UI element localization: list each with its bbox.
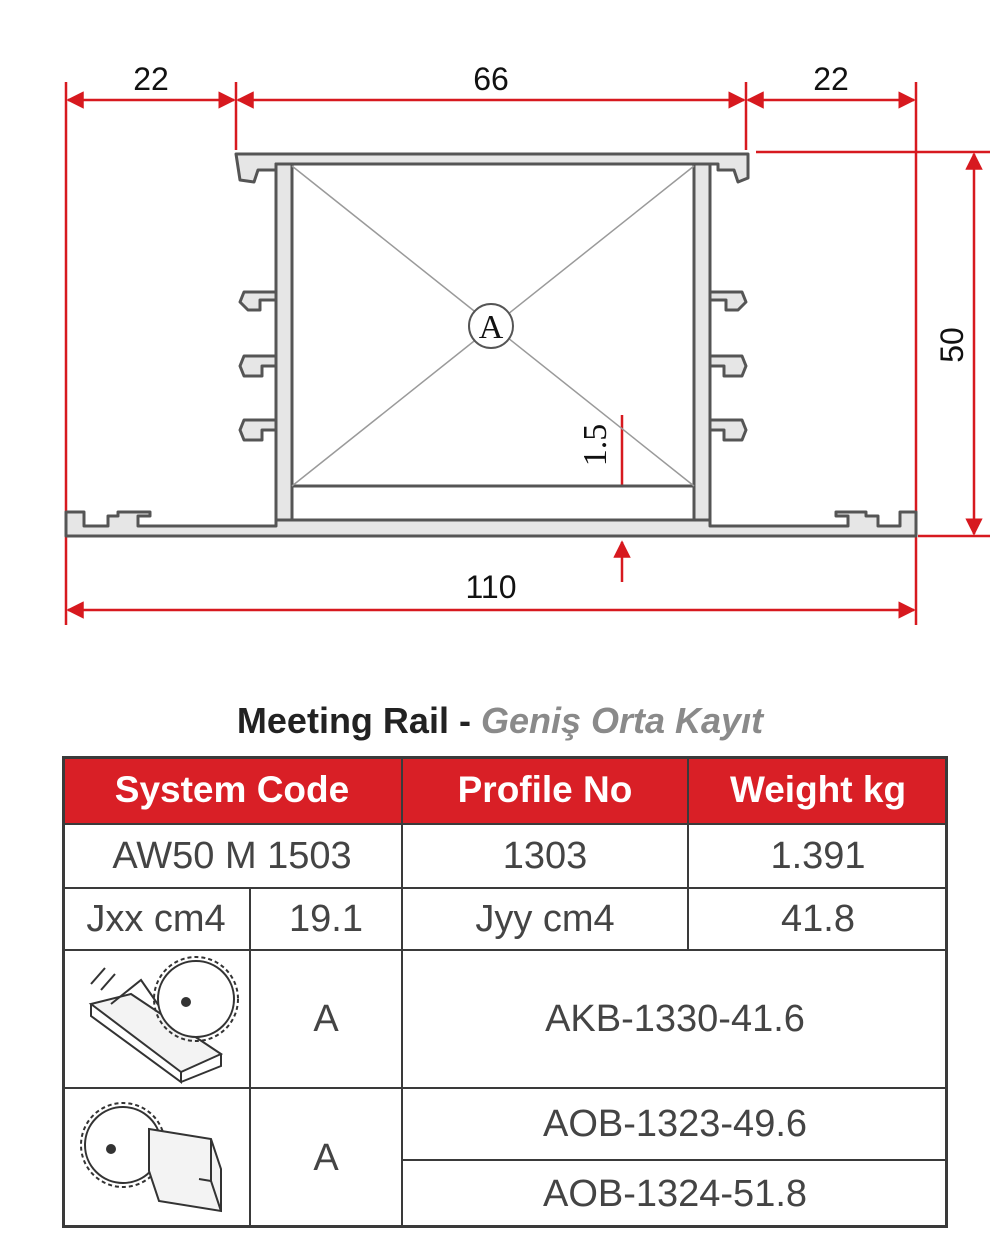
row-divider-4 — [62, 1087, 948, 1089]
weight-value: 1.391 — [770, 834, 866, 877]
system-code-value: AW50 M 1503 — [112, 834, 352, 877]
dim-total-width: 110 — [465, 569, 517, 605]
row-divider-5 — [402, 1159, 948, 1161]
table-border-bottom — [62, 1225, 948, 1228]
center-point-label: A — [478, 309, 504, 346]
cut-a-label-2: A — [313, 1136, 339, 1179]
header-weight: Weight kg — [688, 756, 948, 824]
miter-saw-icon — [62, 950, 250, 1088]
jyy-value: 41.8 — [781, 897, 855, 940]
jyy-label: Jyy cm4 — [475, 897, 615, 940]
row-divider-1 — [62, 823, 948, 825]
akb-code: AKB-1330-41.6 — [545, 997, 805, 1040]
dim-right-flange: 22 — [813, 61, 849, 97]
row-divider-3 — [62, 949, 948, 951]
header-system-code: System Code — [62, 756, 402, 824]
dim-height: 50 — [934, 327, 970, 363]
col-divider-2 — [687, 756, 689, 950]
aob-code-2: AOB-1324-51.8 — [542, 1172, 808, 1215]
aob-code-1: AOB-1323-49.6 — [542, 1102, 808, 1145]
table-border-top — [62, 756, 948, 759]
profile-no-value: 1303 — [502, 834, 588, 877]
product-title — [0, 700, 1000, 742]
cut-a-label-1: A — [313, 997, 339, 1040]
col-divider-3 — [249, 888, 251, 1228]
dim-center: 66 — [473, 61, 509, 97]
col-divider-1 — [401, 756, 403, 1228]
spec-table — [62, 756, 948, 1228]
table-border-right — [945, 756, 948, 1228]
title-sub: Geniş Orta Kayıt — [480, 700, 764, 741]
table-border-left — [62, 756, 65, 1228]
jxx-label: Jxx cm4 — [86, 897, 226, 940]
end-saw-icon — [62, 1088, 250, 1228]
jxx-value: 19.1 — [289, 897, 363, 940]
header-profile-no: Profile No — [402, 756, 688, 824]
row-divider-2 — [62, 887, 948, 889]
dim-wall-thickness: 1.5 — [577, 423, 614, 467]
dim-left-flange: 22 — [133, 61, 169, 97]
title-main: Meeting Rail - — [236, 700, 471, 741]
